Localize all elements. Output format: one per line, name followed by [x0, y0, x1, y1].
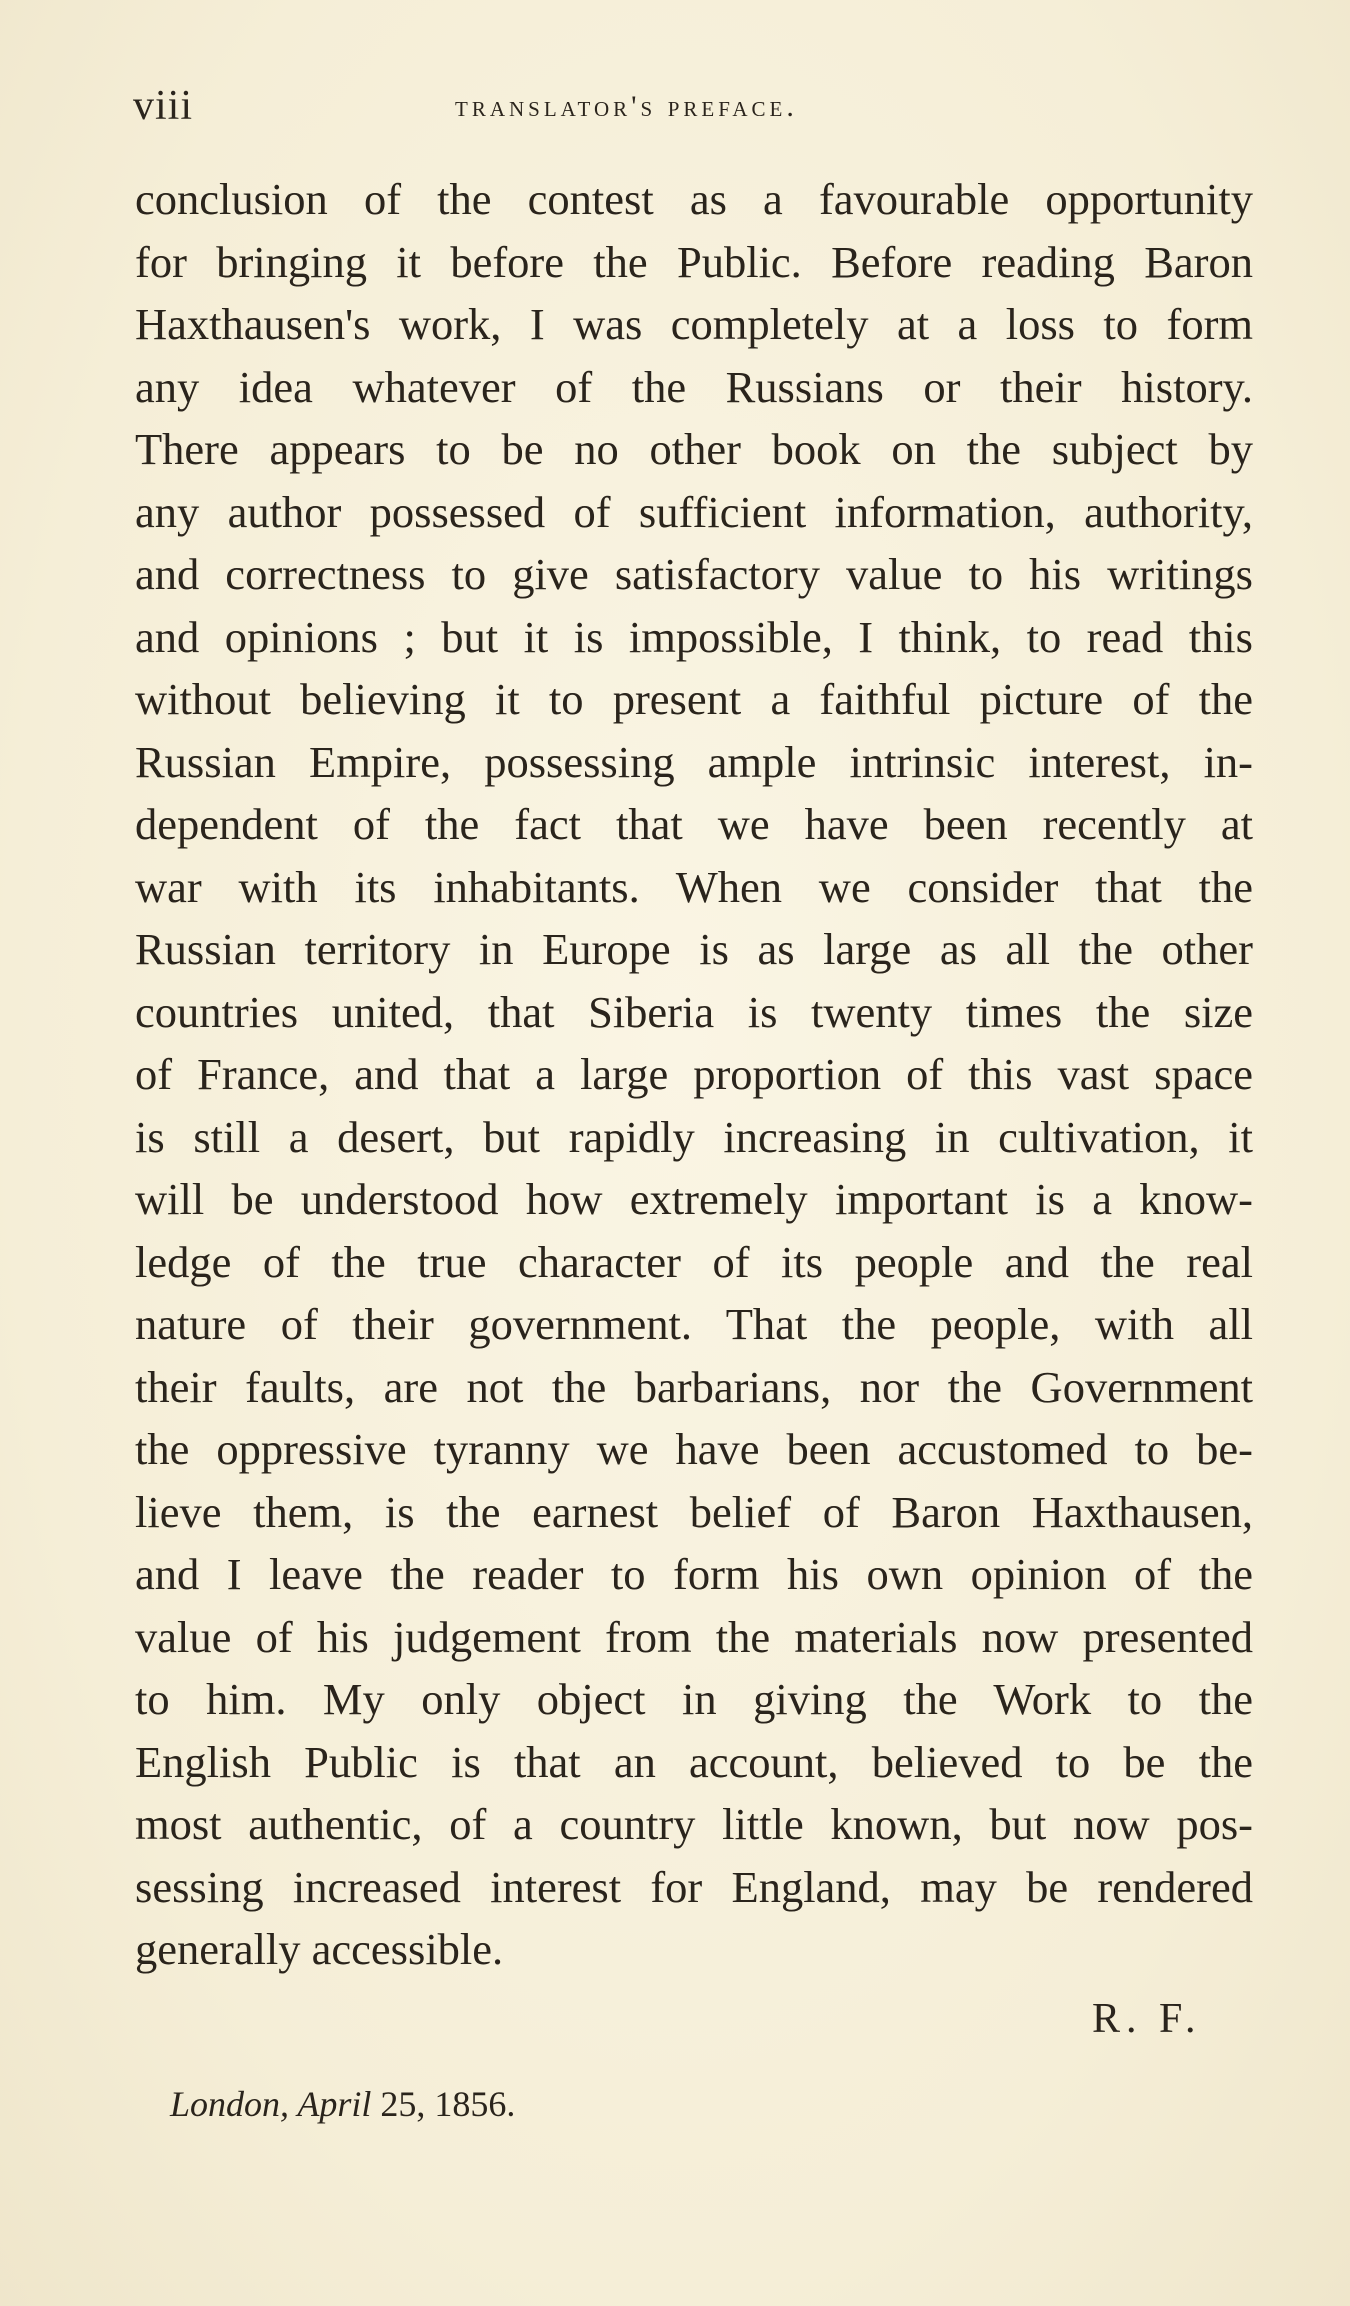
text-line: ledge of the true character of its people and the real	[135, 1236, 1253, 1287]
text-line: countries united, that Siberia is twenty times the size	[135, 986, 1253, 1037]
dateline	[170, 2083, 515, 2125]
text-line: any author possessed of sufficient information, authority,	[135, 486, 1253, 537]
text-line: war with its inhabitants. When we consider that the	[135, 861, 1253, 912]
body-paragraph	[135, 168, 1253, 1981]
text-line: is still a desert, but rapidly increasing in cultivation, it	[135, 1111, 1253, 1162]
text-line: for bringing it before the Public. Before reading Baron	[135, 236, 1253, 287]
text-line: without believing it to present a faithful picture of the	[135, 674, 1253, 724]
text-line: sessing increased interest for England, may be rendered	[135, 1861, 1253, 1912]
text-line: the oppressive tyranny we have been accustomed to be-	[135, 1424, 1253, 1474]
text-line: and correctness to give satisfactory value to his writings	[135, 549, 1253, 599]
text-line: Haxthausen's work, I was completely at a loss to form	[135, 299, 1253, 349]
text-line: most authentic, of a country little known, but now pos-	[135, 1799, 1253, 1849]
text-line-last: generally accessible.	[135, 1924, 504, 1974]
text-line: nature of their government. That the people, with all	[135, 1299, 1253, 1349]
translator-signature: R. F.	[1092, 1996, 1202, 2042]
text-line: to him. My only object in giving the Work to the	[135, 1674, 1253, 1724]
text-line: any idea whatever of the Russians or their history.	[135, 361, 1253, 412]
text-line: Russian Empire, possessing ample intrinsic interest, in-	[135, 736, 1253, 787]
text-line: There appears to be no other book on the subject by	[135, 424, 1253, 474]
text-line: conclusion of the contest as a favourable opportunity	[135, 174, 1253, 224]
text-line: Russian territory in Europe is as large as all the other	[135, 924, 1253, 974]
text-line: lieve them, is the earnest belief of Baron Haxthausen,	[135, 1486, 1253, 1537]
dateline-place-month: London, April	[170, 2084, 372, 2124]
page-number: viii	[133, 83, 194, 129]
page-header	[133, 82, 1233, 132]
text-line: dependent of the fact that we have been recently at	[135, 799, 1253, 849]
text-line: will be understood how extremely important is a know-	[135, 1174, 1253, 1224]
text-line: and opinions ; but it is impossible, I think, to read this	[135, 611, 1253, 662]
text-line: value of his judgement from the materials now presented	[135, 1611, 1253, 1662]
running-head: translator's preface.	[455, 90, 798, 123]
text-line: and I leave the reader to form his own opinion of the	[135, 1549, 1253, 1599]
text-line: their faults, are not the barbarians, nor the Government	[135, 1361, 1253, 1412]
dateline-date: 25, 1856.	[380, 2084, 516, 2124]
text-line: of France, and that a large proportion of this vast space	[135, 1049, 1253, 1099]
text-line: English Public is that an account, believed to be the	[135, 1736, 1253, 1787]
